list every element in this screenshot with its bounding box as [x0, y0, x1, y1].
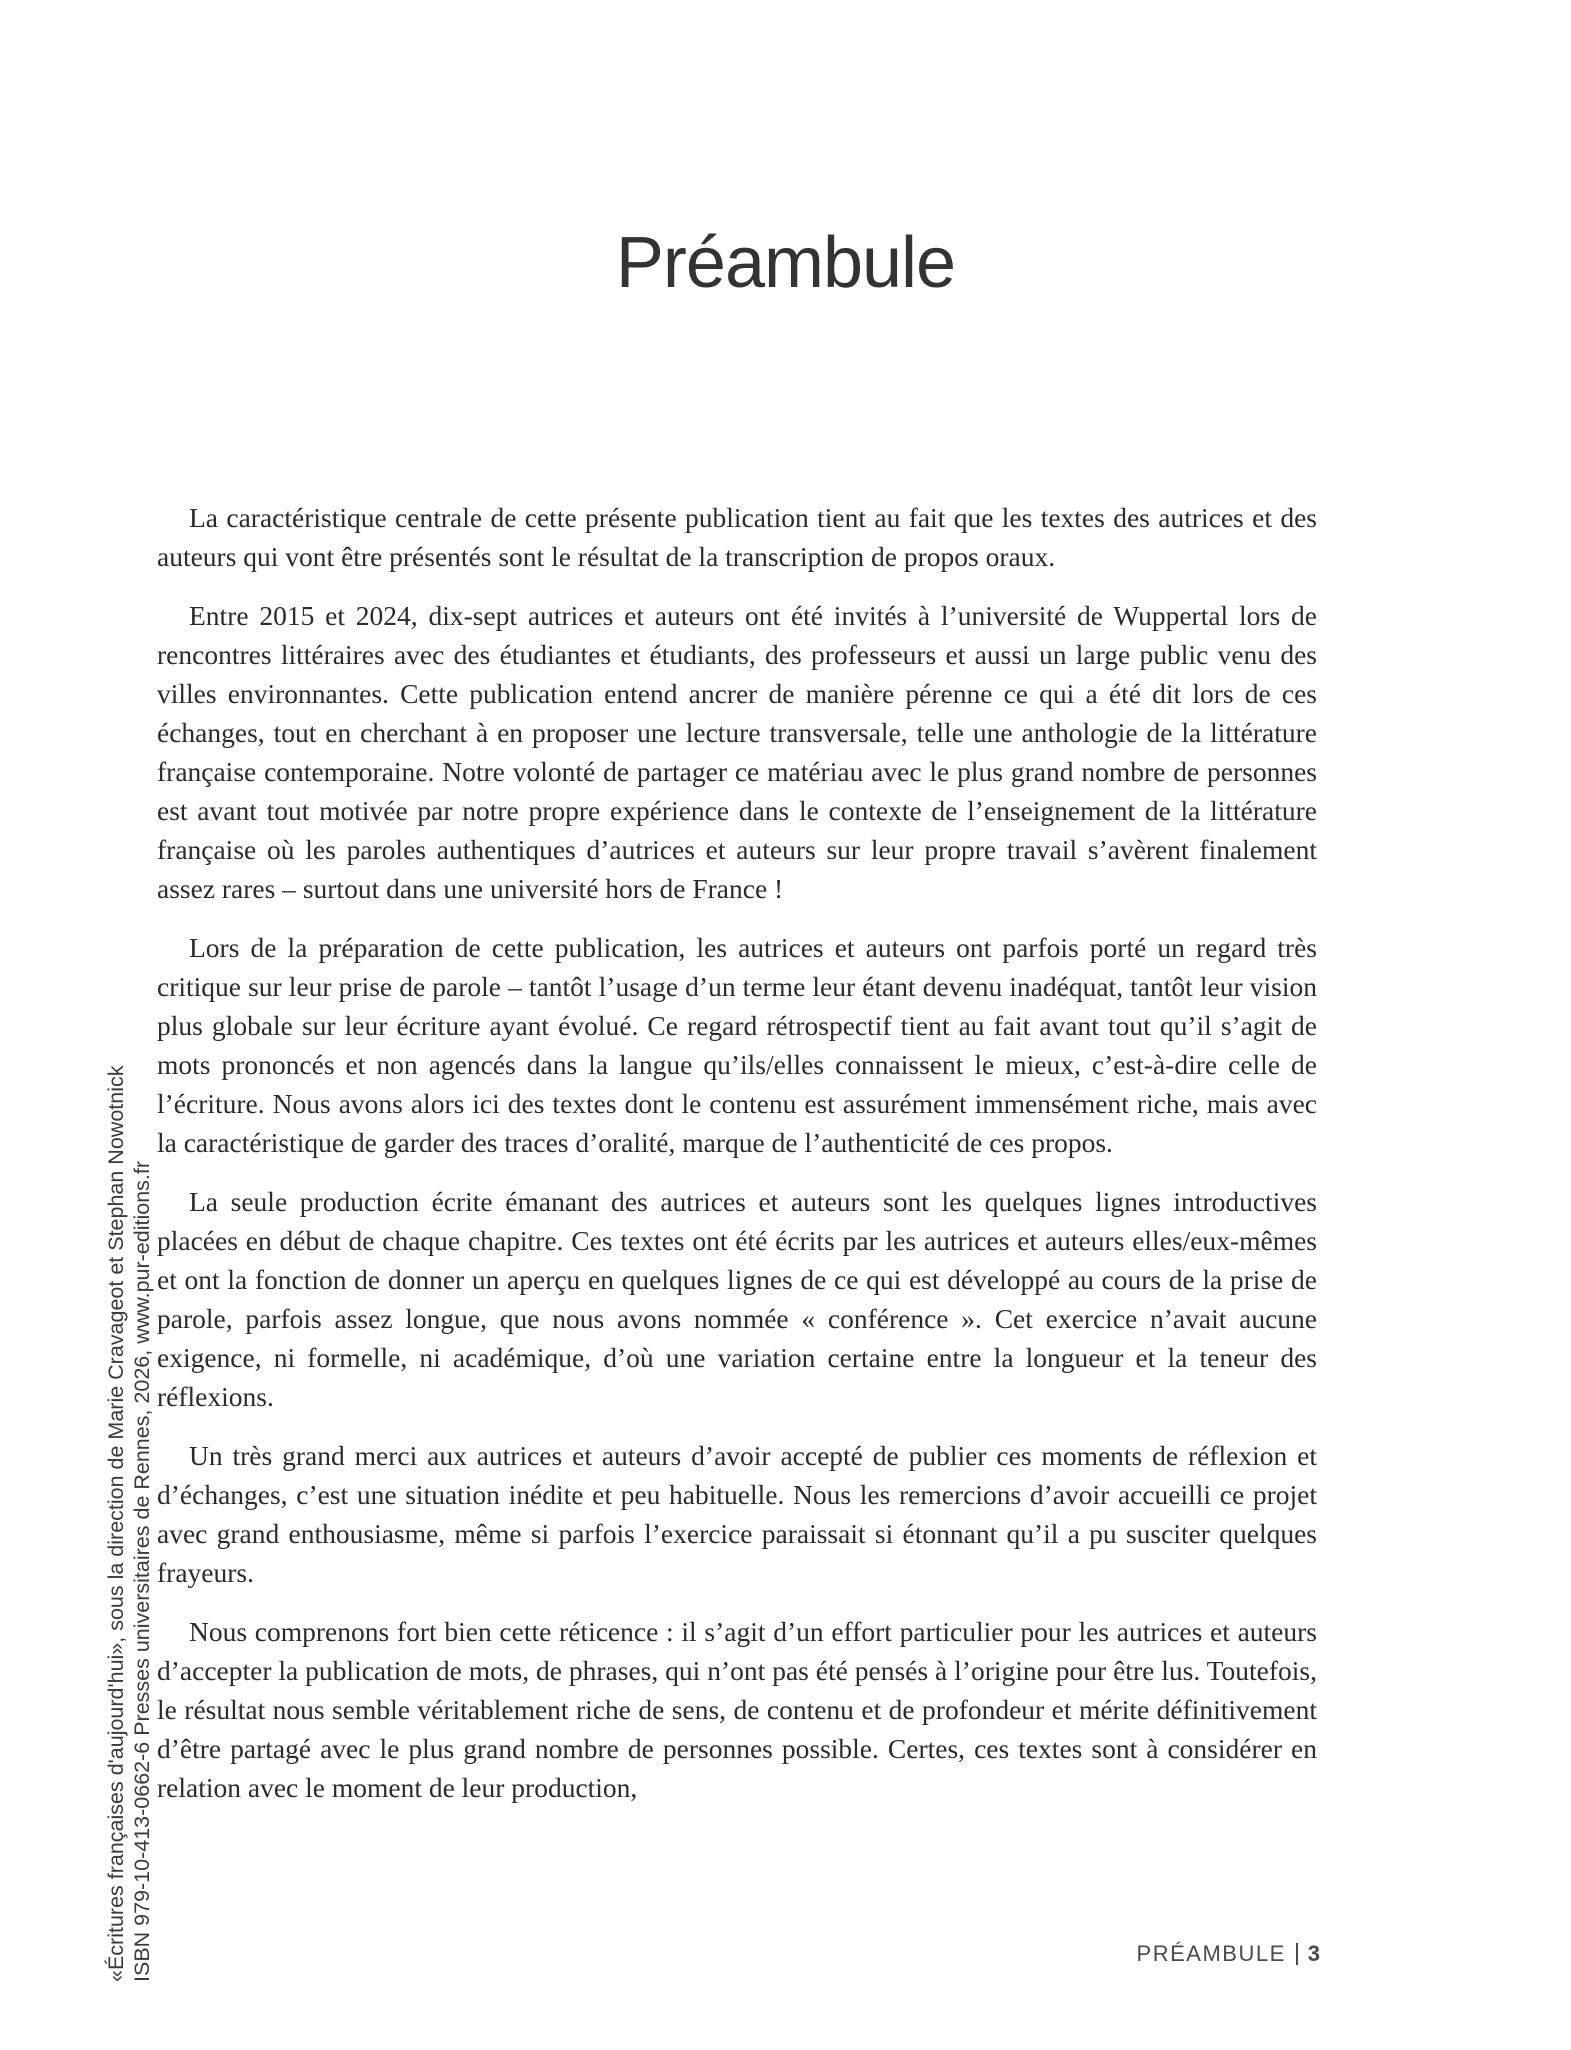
side-note-line-1: «Écritures françaises d'aujourd'hui», sous la direction de Marie Cravageot et Stephan Nowotnick	[104, 1065, 128, 1982]
page-footer	[1137, 1941, 1320, 1967]
page-number: 3	[1307, 1941, 1320, 1966]
running-head: PRÉAMBULE	[1136, 1941, 1286, 1966]
footer-separator	[1296, 1943, 1298, 1965]
paragraph-1: La caractéristique centrale de cette présente publication tient au fait que les textes des autrices et des auteurs qui vont être présentés sont le résultat de la transcription de propos oraux.	[157, 502, 1317, 572]
copyright-side-note	[103, 1066, 155, 1982]
paragraph-2: Entre 2015 et 2024, dix-sept autrices et auteurs ont été invités à l’université de Wuppertal lors de rencontres littéraires avec des étudiantes et étudiants, des professeurs et aussi un large public venu des villes environnantes. Cette publication entend ancrer de manière pérenne ce qui a été dit lors de ces échanges, tout en cherchant à en proposer une lecture transversale, telle une anthologie de la littérature française contemporaine. Notre volonté de partager ce matériau avec le plus grand nombre de personnes est avant tout motivée par notre propre expérience dans le contexte de l’enseignement de la littérature française où les paroles authentiques d’autrices et auteurs sur leur propre travail s’avèrent finalement assez rares – surtout dans une université hors de France !	[157, 600, 1317, 904]
side-note-line-2: ISBN 979-10-413-0662-6 Presses universitaires de Rennes, 2026, www.pur-editions.fr	[130, 1160, 154, 1982]
paragraph-6: Nous comprenons fort bien cette réticence : il s’agit d’un effort particulier pour les autrices et auteurs d’accepter la publication de mots, de phrases, qui n’ont pas été pensés à l’origine pour être lus. Toutefois, le résultat nous semble véritablement riche de sens, de contenu et de profondeur et mérite définitivement d’être partagé avec le plus grand nombre de personnes possible. Certes, ces textes sont à considérer en relation avec le moment de leur production,	[157, 1616, 1317, 1803]
paragraph-5: Un très grand merci aux autrices et auteurs d’avoir accepté de publier ces moments de réflexion et d’échanges, c’est une situation inédite et peu habituelle. Nous les remercions d’avoir accueilli ce projet avec grand enthousiasme, même si parfois l’exercice paraissait si étonnant qu’il a pu susciter quelques frayeurs.	[157, 1440, 1317, 1588]
body-text	[157, 498, 1317, 1827]
paragraph-3: Lors de la préparation de cette publication, les autrices et auteurs ont parfois porté un regard très critique sur leur prise de parole – tantôt l’usage d’un terme leur étant devenu inadéquat, tantôt leur vision plus globale sur leur écriture ayant évolué. Ce regard rétrospectif tient au fait avant tout qu’il s’agit de mots prononcés et non agencés dans la langue qu’ils/elles connaissent le mieux, c’est-à-dire celle de l’écriture. Nous avons alors ici des textes dont le contenu est assurément immensément riche, mais avec la caractéristique de garder des traces d’oralité, marque de l’authenticité de ces propos.	[157, 932, 1317, 1158]
paragraph-4: La seule production écrite émanant des autrices et auteurs sont les quelques lignes introductives placées en début de chaque chapitre. Ces textes ont été écrits par les autrices et auteurs elles/eux-mêmes et ont la fonction de donner un aperçu en quelques lignes de ce qui est développé au cours de la prise de parole, parfois assez longue, que nous avons nommée « conférence ». Cet exercice n’avait aucune exigence, ni formelle, ni académique, d’où une variation certaine entre la longueur et la teneur des réflexions.	[157, 1186, 1317, 1412]
chapter-title: Préambule	[615, 223, 956, 303]
